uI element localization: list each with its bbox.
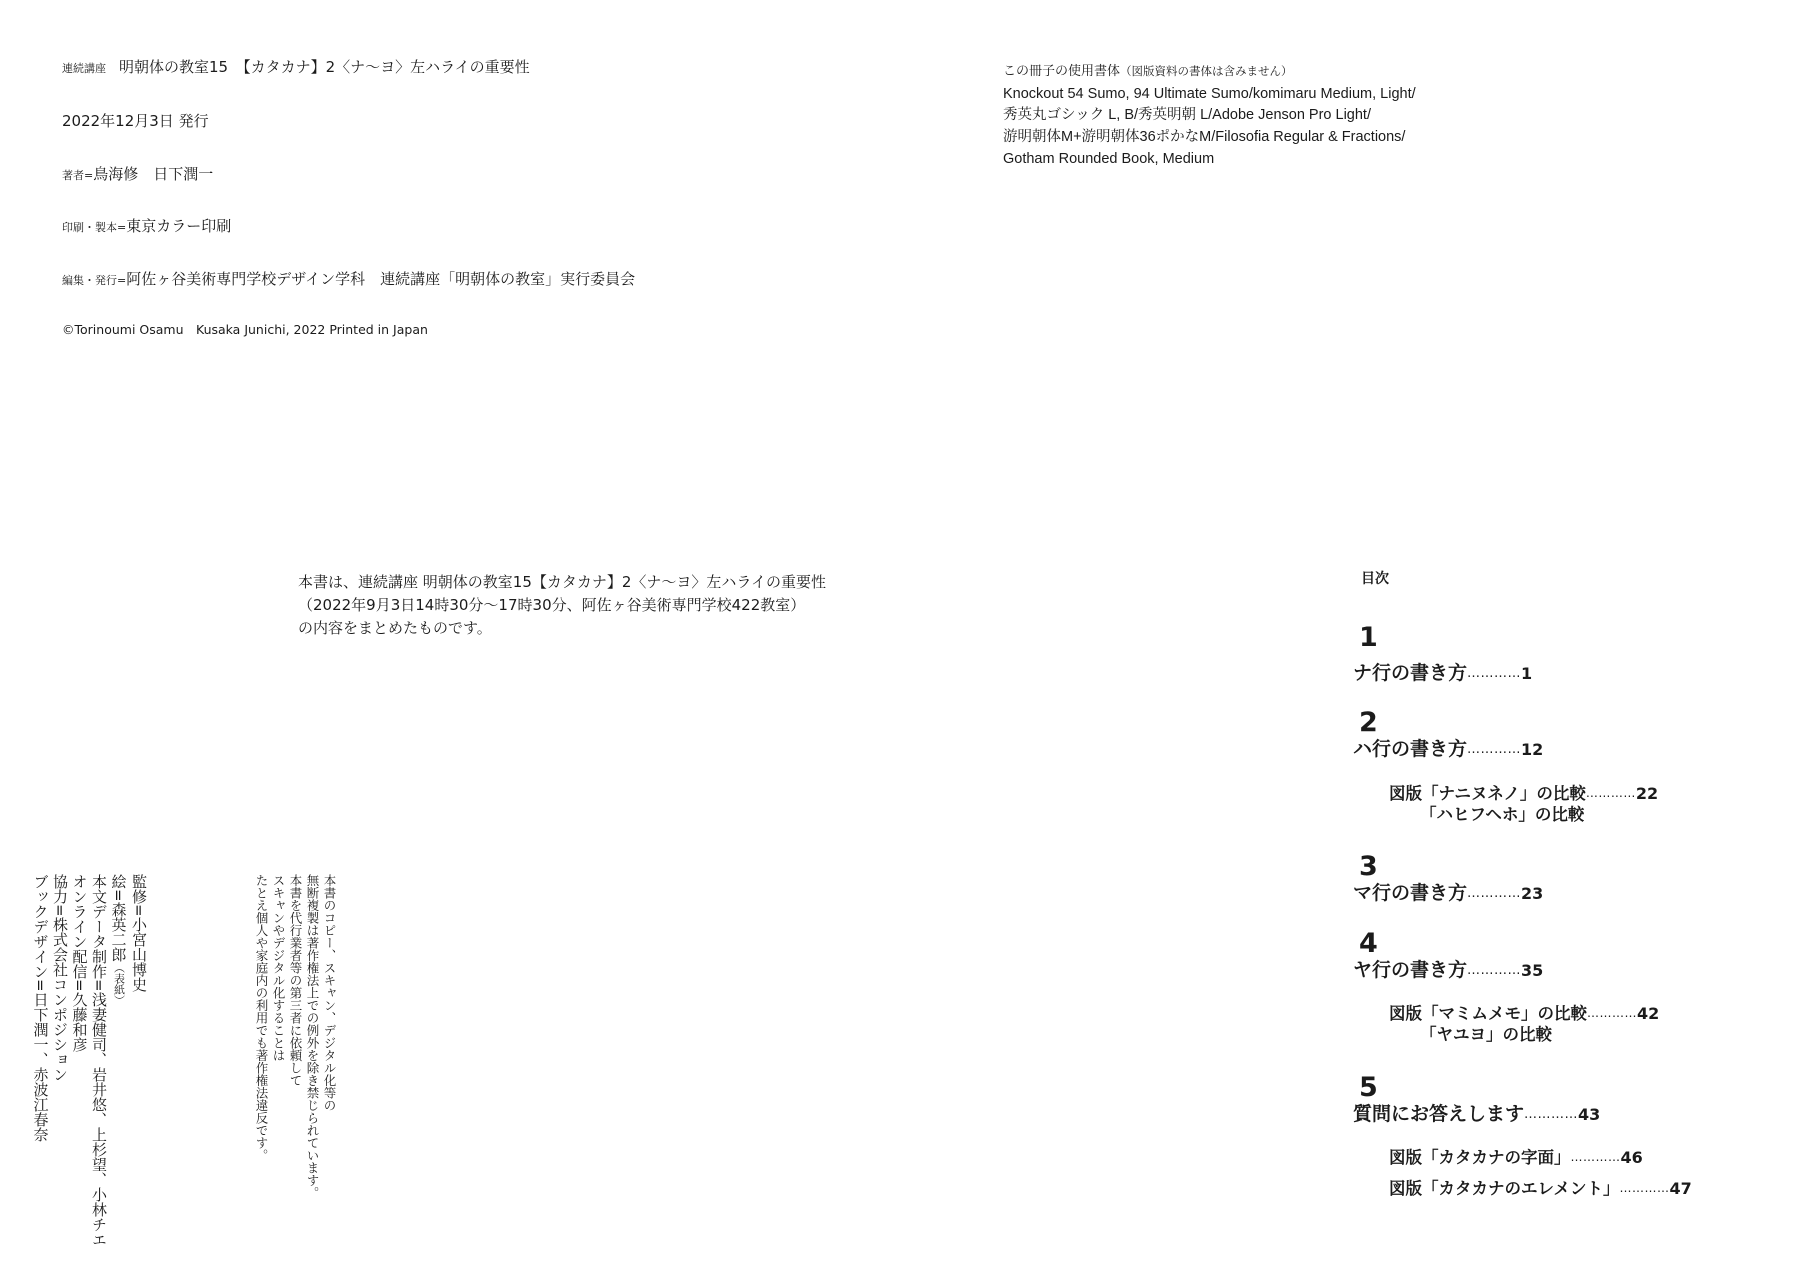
fonts-line: Knockout 54 Sumo, 94 Ultimate Sumo/komimaru Medium, Light/ — [1003, 85, 1416, 102]
fonts-line: 秀英丸ゴシック L, B/秀英明朝 L/Adobe Jenson Pro Light/ — [1003, 107, 1371, 124]
notice-line: 本書を代行業者等の第三者に依頼して — [288, 874, 303, 1087]
plate-title: 図版「ナニヌネノ」の比較 — [1389, 784, 1586, 803]
credit-illustration-note: （表紙） — [112, 961, 126, 1006]
plate-title-continued: 「ヤユヨ」の比較 — [1420, 1025, 1552, 1044]
authors: 鳥海修 日下潤一 — [93, 165, 214, 183]
notice-line: 無断複製は著作権法上での例外を除き禁じられています。 — [305, 874, 320, 1199]
page-number: 12 — [1521, 740, 1544, 759]
chapter-title: ナ行の書き方 — [1353, 662, 1468, 684]
leader-dots: ………… — [1585, 786, 1636, 800]
printing: 東京カラー印刷 — [126, 217, 232, 235]
fonts-heading-line — [1003, 60, 1416, 84]
credit-illustration: 絵=森英二郎 — [109, 874, 128, 962]
copyright-line: ©Torinoumi Osamu Kusaka Junichi, 2022 Printed in Japan — [62, 322, 428, 337]
chapter-number: 3 — [1359, 851, 1377, 882]
page-number: 22 — [1635, 784, 1659, 803]
page-number: 46 — [1620, 1148, 1643, 1167]
toc-entry-chapter-1[interactable] — [1353, 664, 1532, 683]
fonts-heading: この冊子の使用書体 — [1003, 63, 1121, 78]
plate-title: 図版「カタカナのエレメント」 — [1389, 1179, 1620, 1198]
notice-line: 本書のコピー、スキャン、デジタル化等の — [322, 874, 337, 1112]
copyright-notice — [253, 874, 338, 1199]
chapter-number: 5 — [1359, 1072, 1377, 1103]
publisher-label: 編集・発行= — [62, 274, 127, 287]
about-line: 本書は、連続講座 明朝体の教室15【カタカナ】2〈ナ〜ヨ〉左ハライの重要性 — [298, 573, 826, 591]
credit-line: 本文データ制作=浅妻健司、岩井悠、上杉望、小林チエ — [90, 874, 108, 1247]
page-number: 35 — [1521, 961, 1544, 980]
chapter-number: 1 — [1359, 622, 1377, 653]
plate-title: 図版「マミムメモ」の比較 — [1389, 1004, 1587, 1023]
printing-label: 印刷・製本= — [62, 221, 127, 234]
page-number: 43 — [1578, 1105, 1601, 1124]
page-number: 47 — [1669, 1179, 1692, 1198]
leader-dots: ………… — [1467, 886, 1522, 901]
toc-entry-chapter-2[interactable] — [1353, 740, 1543, 759]
credits-block — [30, 874, 148, 1247]
toc-entry-plate-47[interactable] — [1389, 1181, 1692, 1198]
authors-label: 著者= — [62, 169, 94, 182]
authors-line — [62, 167, 213, 182]
about-note — [298, 571, 826, 640]
toc-entry-chapter-5[interactable] — [1353, 1105, 1600, 1124]
about-line: （2022年9月3日14時30分〜17時30分、阿佐ヶ谷美術専門学校422教室） — [298, 596, 806, 614]
leader-dots: ………… — [1587, 1006, 1637, 1020]
publisher-line — [62, 272, 635, 287]
credit-line: 協力=株式会社コンポジション — [51, 874, 69, 1082]
toc-entry-plate-46[interactable] — [1389, 1150, 1643, 1167]
chapter-title: ハ行の書き方 — [1353, 738, 1468, 760]
plate-title: 図版「カタカナの字面」 — [1389, 1148, 1571, 1167]
leader-dots: ………… — [1467, 963, 1522, 978]
leader-dots: ………… — [1467, 742, 1522, 757]
notice-line: スキャンやデジタル化することは — [271, 874, 286, 1062]
leader-dots: ………… — [1619, 1181, 1670, 1195]
chapter-number: 4 — [1359, 928, 1377, 959]
about-line: の内容をまとめたものです。 — [298, 619, 492, 637]
series-label: 連続講座 — [62, 62, 106, 75]
issue-date: 2022年12月3日 発行 — [62, 112, 209, 130]
credit-line: 監修=小宮山博史 — [130, 874, 148, 992]
chapter-title: マ行の書き方 — [1353, 882, 1468, 904]
leader-dots: ………… — [1570, 1150, 1621, 1164]
chapter-title: 質問にお答えします — [1353, 1103, 1525, 1125]
page-number: 1 — [1521, 664, 1533, 683]
page-number: 23 — [1521, 884, 1544, 903]
chapter-title: ヤ行の書き方 — [1353, 959, 1468, 981]
credit-line: オンライン配信=久藤和彦 — [70, 874, 89, 1052]
series-line — [62, 60, 530, 75]
chapter-number: 2 — [1359, 707, 1377, 738]
fonts-heading-note: （図版資料の書体は含みません） — [1120, 66, 1293, 78]
credit-line: ブックデザイン=日下潤一、赤波江春奈 — [31, 874, 50, 1142]
toc-entry-chapter-4[interactable] — [1353, 961, 1543, 980]
fonts-used-block — [1003, 60, 1416, 171]
fonts-line: 游明朝体M+游明朝体36ポかなM/Filosofia Regular & Fractions/ — [1003, 129, 1406, 146]
toc-title: 目次 — [1361, 571, 1389, 587]
publisher: 阿佐ヶ谷美術専門学校デザイン学科 連続講座「明朝体の教室」実行委員会 — [126, 270, 636, 288]
series-title: 明朝体の教室15 【カタカナ】2〈ナ〜ヨ〉左ハライの重要性 — [119, 58, 530, 76]
leader-dots: ………… — [1524, 1107, 1579, 1122]
plate-title-continued: 「ハヒフヘホ」の比較 — [1420, 805, 1585, 824]
notice-line: たとえ個人や家庭内の利用でも著作権法違反です。 — [254, 874, 269, 1162]
toc-entry-chapter-3[interactable] — [1353, 884, 1543, 903]
toc-entry-plate-22[interactable] — [1389, 786, 1658, 803]
fonts-line: Gotham Rounded Book, Medium — [1003, 150, 1215, 167]
page-number: 42 — [1637, 1004, 1660, 1023]
leader-dots: ………… — [1467, 666, 1522, 681]
printing-line — [62, 219, 231, 234]
credit-line — [108, 874, 129, 1247]
toc-entry-plate-42[interactable] — [1389, 1006, 1659, 1023]
